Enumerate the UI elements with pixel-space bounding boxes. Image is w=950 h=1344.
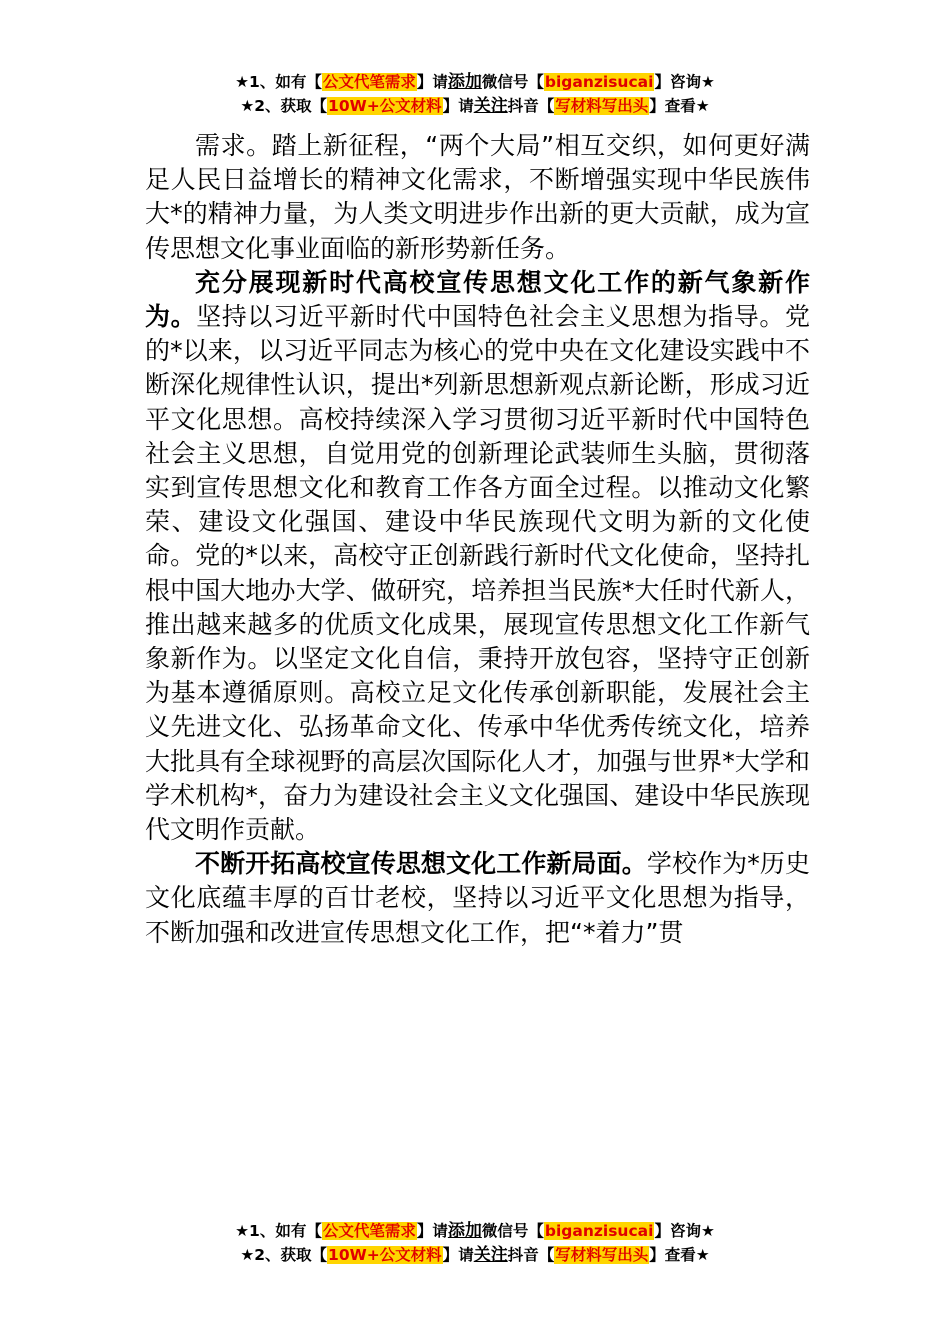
footer-banner [0,1219,950,1267]
banner-text: 】查看★ [649,97,710,115]
banner-text: 】请 [442,97,474,115]
banner-text: 】咨询★ [654,73,715,91]
banner-line-2 [0,1243,950,1267]
banner-emphasis: 添加 [447,72,482,92]
banner-text: ★2、获取【 [240,1246,328,1264]
banner-text: 】查看★ [649,1246,710,1264]
banner-text: ★1、如有【 [235,73,322,91]
paragraph-2-heading: 充分展现新时代高校宣传思想文化工作的新气象新作为。 [145,267,810,332]
banner-line-1 [0,70,950,94]
banner-text: 抖音【 [507,97,555,115]
banner-emphasis: 关注 [473,1245,508,1265]
document-body [145,129,810,950]
paragraph-2-text: 坚持以习近平新时代中国特色社会主义思想为指导。党的*以来，以习近平同志为核心的党中央在文化建设实践中不断深化规律性认识，提出*列新思想新观点新论断，形成习近平文化思想。高校持续深入学习贯彻习近平新时代中国特色社会主义思想，自觉用党的创新理论武装师生头脑，贯彻落实到宣传思想文化和教育工作各方面全过程。以推动文化繁荣、建设文化强国、建设中华民族现代文明为新的文化使命。党的*以来，高校守正创新践行新时代文化使命，坚持扎根中国大地办大学、做研究，培养担当民族*大任时代新人，推出越来越多的优质文化成果，展现宣传思想文化工作新气象新作为。以坚定文化自信，秉持开放包容，坚持守正创新为基本遵循原则。高校立足文化传承创新职能，发展社会主义先进文化、弘扬革命文化、传承中华优秀传统文化，培养大批具有全球视野的高层次国际化人才，加强与世界*大学和学术机构*，奋力为建设社会主义文化强国、建设中华民族现代文明作贡献。 [145,302,810,845]
banner-line-2 [0,94,950,118]
highlight-service: 公文代笔需求 [322,73,416,91]
banner-emphasis: 添加 [447,1221,482,1241]
highlight-douyin-account: 写材料写出头 [555,97,649,115]
banner-text: 抖音【 [507,1246,555,1264]
highlight-wechat-id: biganzisucai [544,73,654,91]
banner-text: 】咨询★ [654,1222,715,1240]
banner-text: 】请 [416,73,448,91]
banner-text: 】请 [416,1222,448,1240]
highlight-materials: 10W+公文材料 [328,97,442,115]
banner-text: ★1、如有【 [235,1222,322,1240]
banner-emphasis: 关注 [473,96,508,116]
banner-text: 微信号【 [481,1222,544,1240]
highlight-wechat-id: biganzisucai [544,1222,654,1240]
header-banner [0,70,950,118]
paragraph-2 [145,266,810,847]
banner-text: 微信号【 [481,73,544,91]
banner-text: 】请 [442,1246,474,1264]
paragraph-1: 需求。踏上新征程，“两个大局”相互交织，如何更好满足人民日益增长的精神文化需求，不断增强实现中华民族伟大*的精神力量，为人类文明进步作出新的更大贡献，成为宣传思想文化事业面临的新形势新任务。 [145,131,810,263]
banner-text: ★2、获取【 [240,97,328,115]
paragraph-3 [145,847,810,950]
highlight-service: 公文代笔需求 [322,1222,416,1240]
banner-line-1 [0,1219,950,1243]
paragraph-3-heading: 不断开拓高校宣传思想文化工作新局面。 [195,849,647,879]
paragraph-3-text: 学校作为*历史文化底蕴丰厚的百廿老校，坚持以习近平文化思想为指导，不断加强和改进宣传思想文化工作，把“*着力”贯 [145,849,810,947]
highlight-douyin-account: 写材料写出头 [555,1246,649,1264]
highlight-materials: 10W+公文材料 [328,1246,442,1264]
